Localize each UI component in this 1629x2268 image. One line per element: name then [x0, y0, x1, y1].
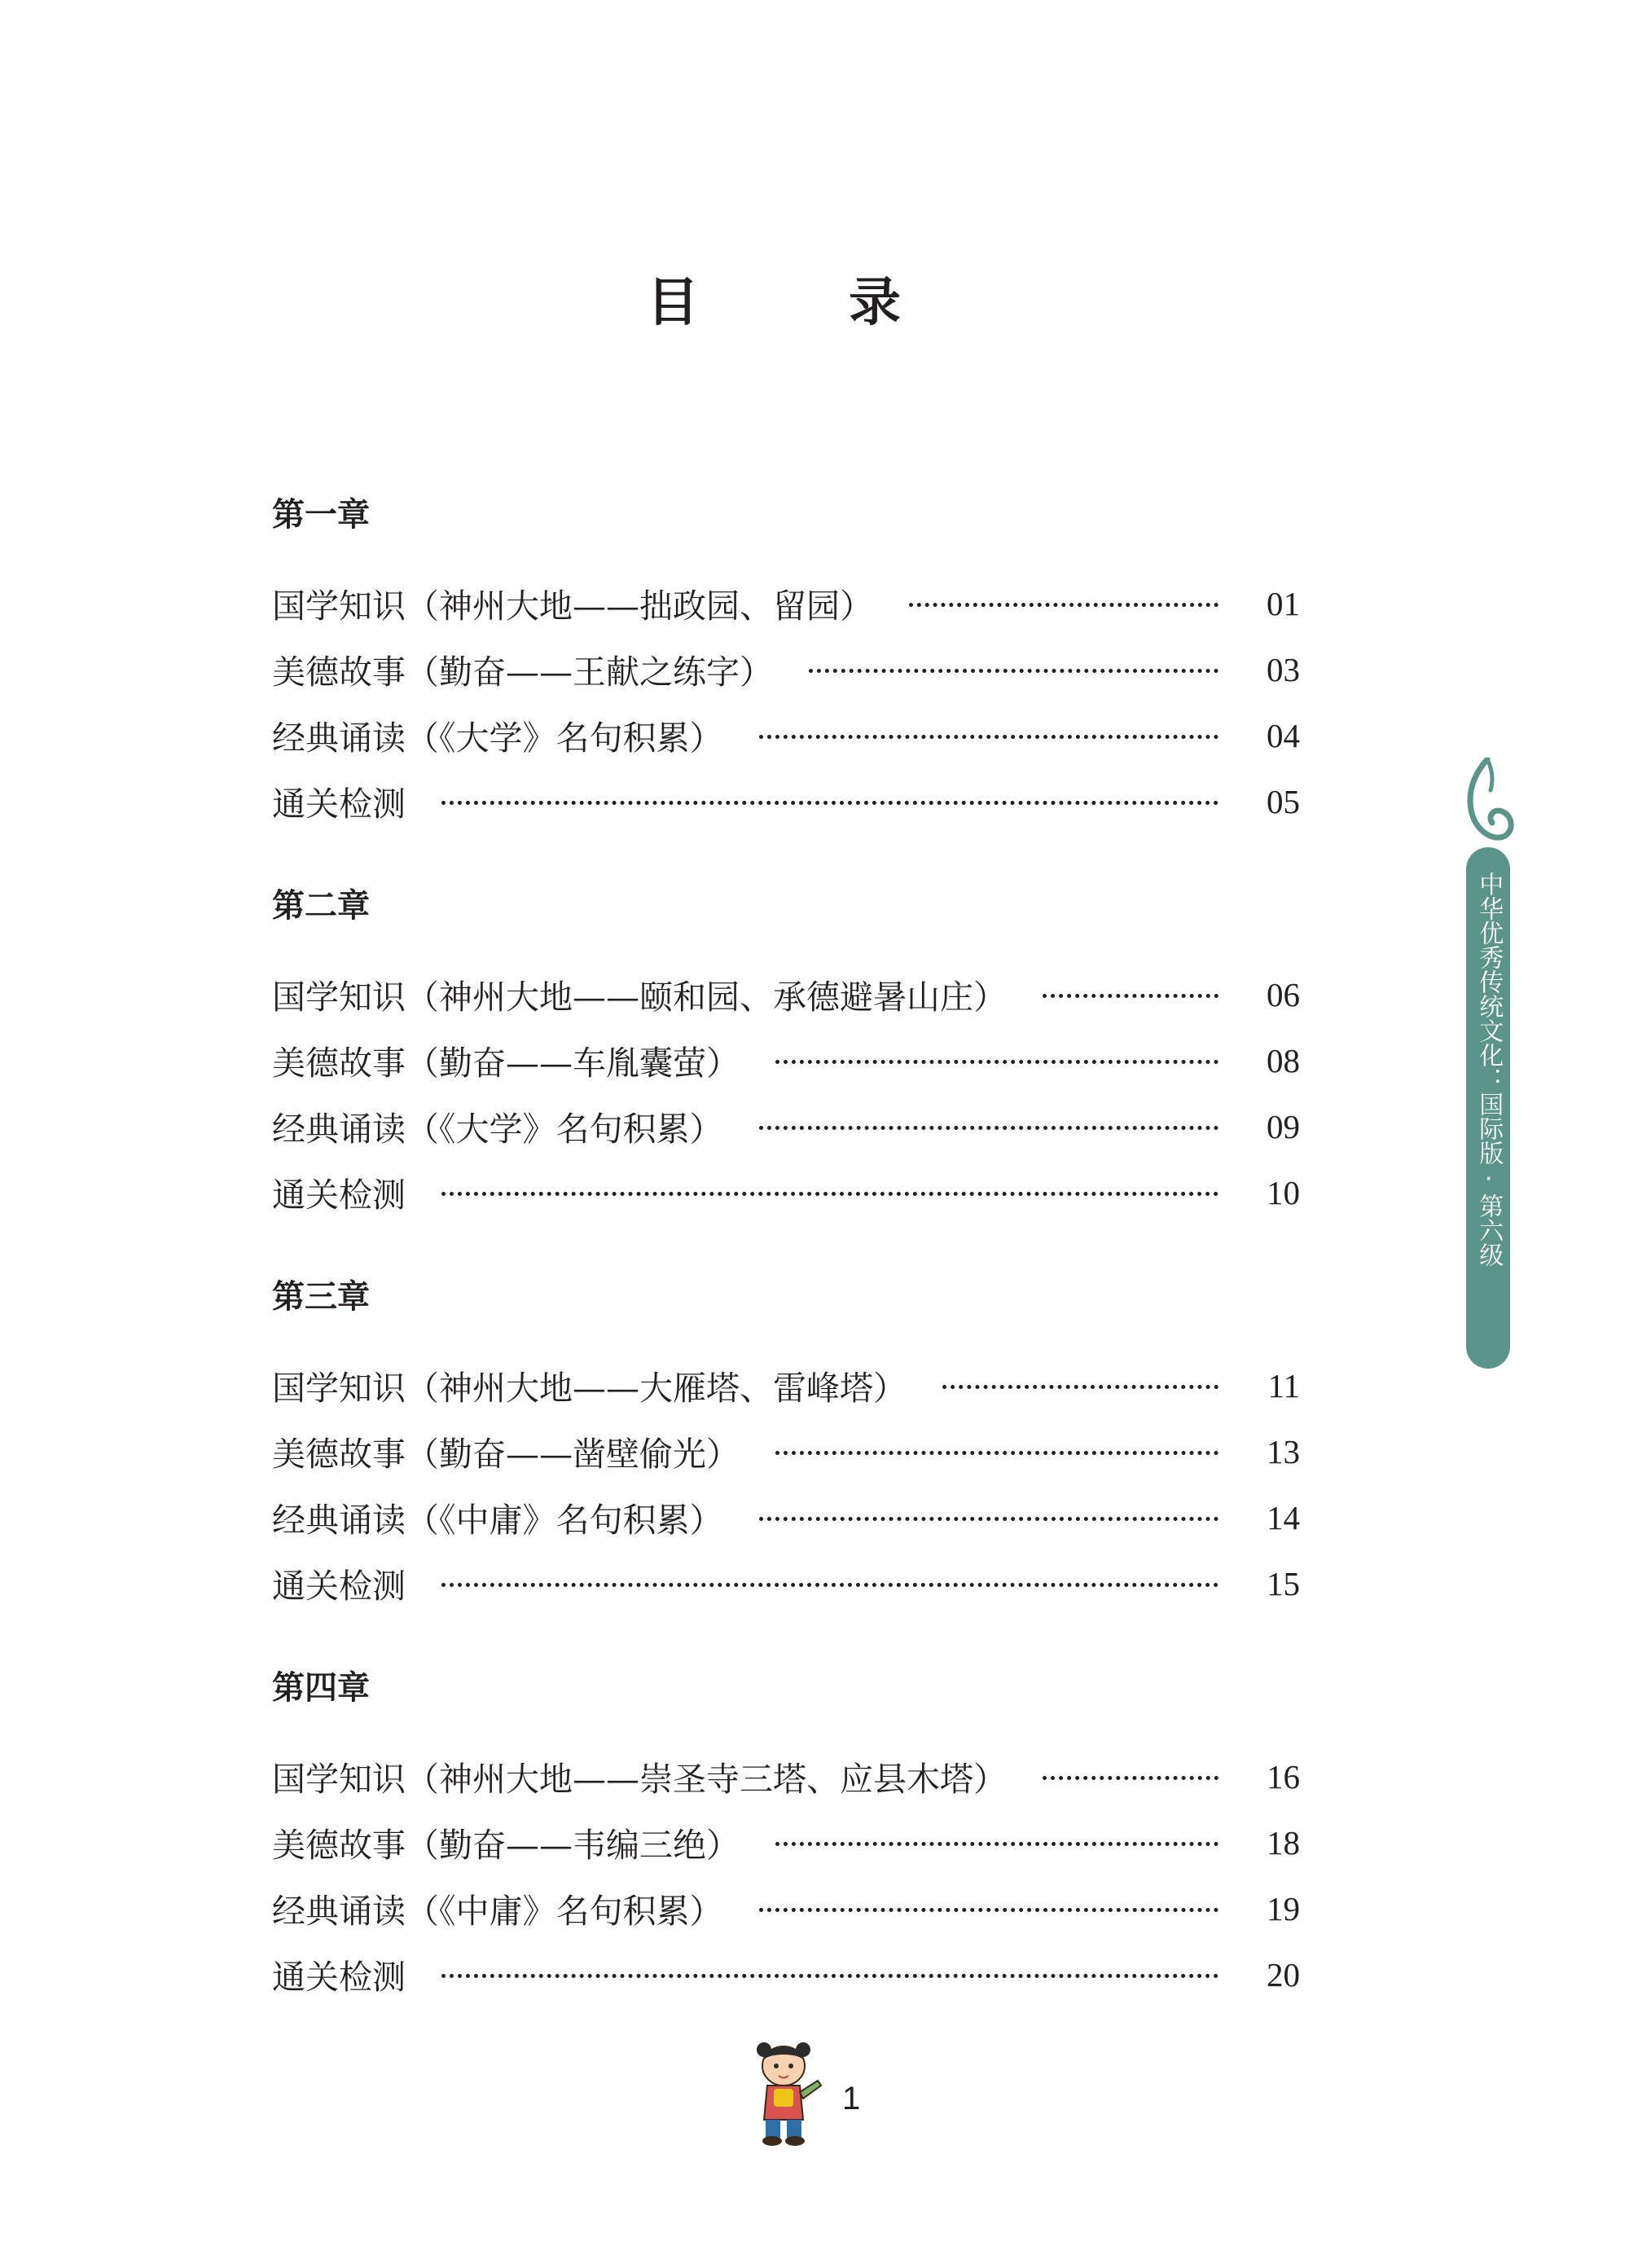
toc-entry-page: 09 [1267, 1107, 1300, 1145]
toc-entry-page: 16 [1267, 1757, 1300, 1796]
toc-entry-label: 国学知识（神州大地——颐和园、承德避暑山庄） [272, 978, 1007, 1017]
dot-leader [775, 1060, 1218, 1064]
swirl-ornament-icon [1460, 758, 1517, 855]
toc-entry-page: 13 [1267, 1432, 1300, 1470]
toc-entry[interactable] [272, 1743, 1300, 1809]
toc-entry[interactable] [272, 636, 1300, 702]
dot-leader [441, 801, 1218, 805]
toc-entry-label: 通关检测 [272, 785, 406, 824]
toc-entry[interactable] [272, 1159, 1300, 1225]
toc-entry-page: 14 [1267, 1498, 1300, 1536]
chapter-3 [272, 1271, 1300, 1616]
toc-entry-page: 20 [1267, 1955, 1300, 1993]
series-side-tab [1466, 847, 1510, 1369]
toc-entry-page: 01 [1267, 584, 1300, 622]
dot-leader [775, 1842, 1218, 1846]
toc-entry-label: 经典诵读（《大学》名句积累） [272, 719, 723, 758]
child-mascot-icon [743, 2035, 824, 2149]
dot-leader [1043, 1776, 1218, 1780]
chapter-4 [272, 1662, 1300, 2007]
chapter-title: 第四章 [272, 1668, 370, 1707]
toc-entry[interactable] [272, 702, 1300, 768]
dot-leader [775, 1451, 1218, 1455]
dot-leader [942, 1385, 1218, 1389]
toc-entry-label: 经典诵读（《中庸》名句积累） [272, 1892, 723, 1931]
toc-entry-label: 国学知识（神州大地——拙政园、留园） [272, 587, 873, 626]
toc-entry-label: 通关检测 [272, 1567, 406, 1606]
toc-entry-label: 美德故事（勤奋——韦编三绝） [272, 1826, 740, 1865]
toc-entry-page: 05 [1267, 782, 1300, 820]
dot-leader [909, 603, 1218, 607]
page-number: 1 [842, 2081, 861, 2116]
chapter-title: 第一章 [272, 495, 370, 534]
toc-entry-label: 经典诵读（《中庸》名句积累） [272, 1501, 723, 1540]
toc-entry-page: 18 [1267, 1823, 1300, 1861]
toc-entry-page: 06 [1267, 975, 1300, 1013]
toc-entry-label: 通关检测 [272, 1958, 406, 1997]
toc-entry[interactable] [272, 961, 1300, 1027]
toc-entry[interactable] [272, 1352, 1300, 1418]
dot-leader [1043, 994, 1218, 998]
dot-leader [809, 669, 1218, 673]
chapter-2 [272, 880, 1300, 1225]
toc-entry-page: 03 [1267, 650, 1300, 688]
toc-entry-page: 19 [1267, 1889, 1300, 1927]
page-title: 目 录 [647, 272, 950, 333]
toc-entry-label: 国学知识（神州大地——崇圣寺三塔、应县木塔） [272, 1760, 1007, 1799]
toc-entry[interactable] [272, 768, 1300, 834]
toc-entry[interactable] [272, 1418, 1300, 1484]
dot-leader [759, 1126, 1219, 1130]
toc-entry-label: 美德故事（勤奋——王献之练字） [272, 653, 773, 692]
toc-entry-page: 15 [1267, 1564, 1300, 1602]
dot-leader [441, 1583, 1218, 1587]
toc-entry-label: 国学知识（神州大地——大雁塔、雷峰塔） [272, 1369, 907, 1408]
dot-leader [759, 735, 1219, 739]
toc-entry-label: 美德故事（勤奋——凿壁偷光） [272, 1435, 740, 1474]
dot-leader [759, 1517, 1219, 1521]
toc-entry-page: 08 [1267, 1041, 1300, 1079]
chapter-1 [272, 489, 1300, 834]
chapter-title: 第二章 [272, 886, 370, 925]
toc-entry-page: 04 [1267, 716, 1300, 754]
toc-entry-label: 经典诵读（《大学》名句积累） [272, 1110, 723, 1149]
toc-entry[interactable] [272, 1027, 1300, 1093]
toc-entry-page: 11 [1267, 1366, 1300, 1404]
dot-leader [441, 1192, 1218, 1196]
toc-entry[interactable] [272, 1484, 1300, 1550]
dot-leader [441, 1974, 1218, 1978]
toc-entry[interactable] [272, 1809, 1300, 1875]
toc-entry-page: 10 [1267, 1173, 1300, 1211]
chapter-title: 第三章 [272, 1277, 370, 1316]
toc-entry-label: 通关检测 [272, 1176, 406, 1215]
toc-entry-label: 美德故事（勤奋——车胤囊萤） [272, 1044, 740, 1083]
dot-leader [759, 1908, 1219, 1912]
toc-entry[interactable] [272, 1875, 1300, 1941]
series-title: 中华优秀传统文化：国际版·第六级 [1474, 872, 1504, 1267]
table-of-contents [272, 489, 1300, 2053]
toc-entry[interactable] [272, 1941, 1300, 2007]
toc-entry[interactable] [272, 570, 1300, 636]
toc-entry[interactable] [272, 1093, 1300, 1159]
toc-entry[interactable] [272, 1550, 1300, 1616]
